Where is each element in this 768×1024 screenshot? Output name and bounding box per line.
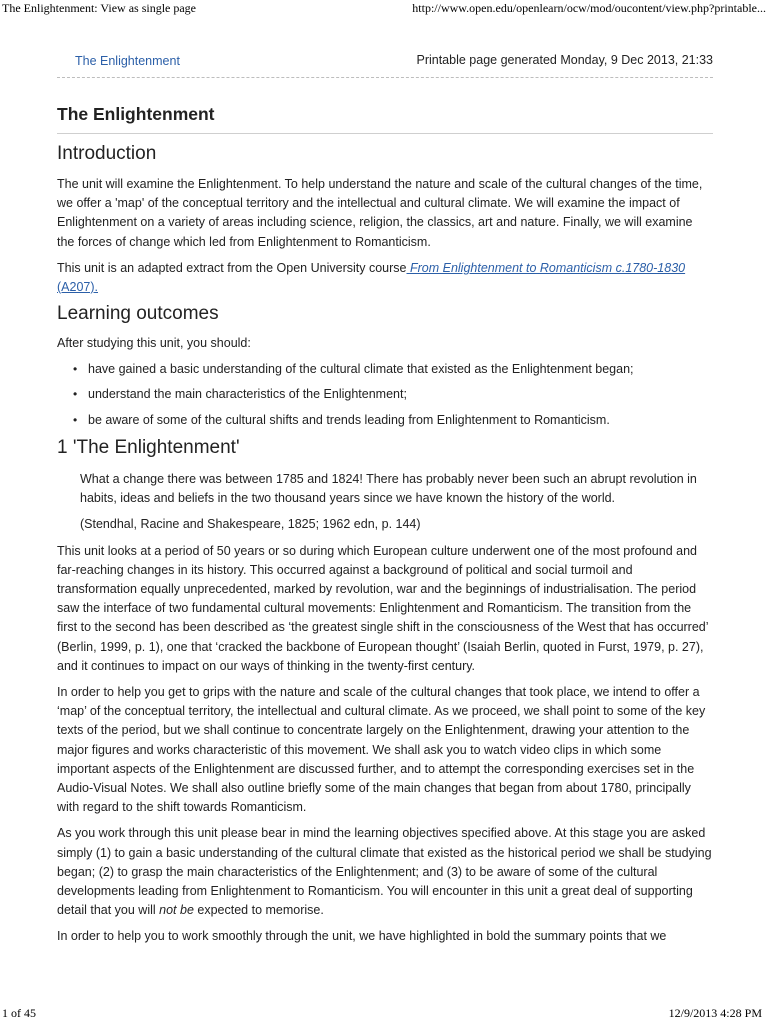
bullet-icon: • [73,412,78,427]
learning-outcomes-list [57,360,713,430]
learning-outcomes-section [57,303,713,436]
page-title: The Enlightenment [57,104,215,124]
quote-text: What a change there was between 1785 and 1824! There has probably never been such an abrupt revolution in habits, ideas and beliefs in the two thousand years since we have known the history of the world. [80,472,697,506]
section-1 [57,437,713,947]
course-home-link[interactable]: The Enlightenment [75,54,180,68]
generated-timestamp: Printable page generated Monday, 9 Dec 2013, 21:33 [416,53,713,67]
epigraph-quote [57,470,713,535]
section-1-paragraph-2: In order to help you get to grips with the nature and scale of the cultural changes that took place, we intend to offer a ‘map’ of the conceptual territory, the intellectual and cultural climate. As we proceed, we shall point to some of the key texts of the period, but we shall continue to concentrate largely on the Enlightenment, drawing your attention to the major figures and works characteristic of this movement. We shall ask you to watch video clips in which some important aspects of the Enlightenment are discussed further, and to attempt the corresponding exercises set in the Audio-Visual Notes. We shall also outline briefly some of the main changes that began from about 1780, principally with regard to the shift towards Romanticism. [57,685,706,815]
source-course-paragraph: This unit is an adapted extract from the Open University course From Enlightenment to Romanticism c.1780-1830 (A207). [57,260,686,295]
print-footer-datetime: 12/9/2013 4:28 PM [668,1006,762,1020]
introduction-paragraph: The unit will examine the Enlightenment. To help understand the nature and scale of the cultural changes of the time, we offer a 'map' of the conceptual territory and the intellectual and cultural climate. We will examine the impact of Enlightenment on a variety of areas including science, religion, the classics, art and nature. Finally, we will examine the forces of change which led from Enlightenment to Romanticism. [57,177,703,249]
learning-outcomes-heading: Learning outcomes [57,303,219,324]
bullet-icon: • [73,362,78,377]
list-item: • be aware of some of the cultural shifts and trends leading from Enlightenment to Romanticism. [57,411,713,430]
learning-outcomes-lead: After studying this unit, you should: [57,336,251,350]
print-header-title: The Enlightenment: View as single page [2,1,197,15]
list-item: • have gained a basic understanding of the cultural climate that existed as the Enlightenment began; [57,360,713,379]
section-1-paragraph-1: This unit looks at a period of 50 years or so during which European culture underwent one of the most profound and far-reaching changes in its history. This occurred against a background of political and social turmoil and transformation equally unprecedented, marked by revolution, war and the beginnings of industrialisation. The period saw the interface of two fundamental cultural movements: Enlightenment and Romanticism. The transition from the first to the second has been described as ‘the greatest single shift in the consciousness of the West that has occurred’ (Berlin, 1999, p. 1), one that ‘cracked the backbone of European thought’ (Isaiah Berlin, quoted in Furst, 1979, p. 27), and it continues to impact on our ways of thinking in the twenty-first century. [57,543,709,673]
printable-top-bar [57,53,713,78]
print-header-url: http://www.open.edu/openlearn/ocw/mod/oucontent/view.php?printable... [412,1,766,15]
introduction-heading: Introduction [57,143,157,164]
section-1-heading: 1 'The Enlightenment' [57,437,240,458]
title-divider [57,133,713,134]
section-1-paragraph-4: In order to help you to work smoothly through the unit, we have highlighted in bold the summary points that we [57,929,667,944]
quote-citation: (Stendhal, Racine and Shakespeare, 1825; 1962 edn, p. 144) [80,517,421,532]
list-item: • understand the main characteristics of the Enlightenment; [57,385,713,404]
print-footer-page-count: 1 of 45 [2,1006,36,1020]
bullet-icon: • [73,387,78,402]
source-course-link[interactable]: From Enlightenment to Romanticism c.1780-1830 (A207). [57,260,686,295]
section-1-paragraph-3: As you work through this unit please bear in mind the learning objectives specified above. At this stage you are asked simply (1) to gain a basic understanding of the cultural climate that existed as the historical period we shall be studying began; (2) to grasp the main characteristics of the Enlightenment; and (3) to be aware of some of the cultural developments leading from Enlightenment to Romanticism. You will encounter in this unit a great deal of supporting detail that you will not be expected to memorise. [57,826,712,918]
introduction-section [57,143,713,297]
